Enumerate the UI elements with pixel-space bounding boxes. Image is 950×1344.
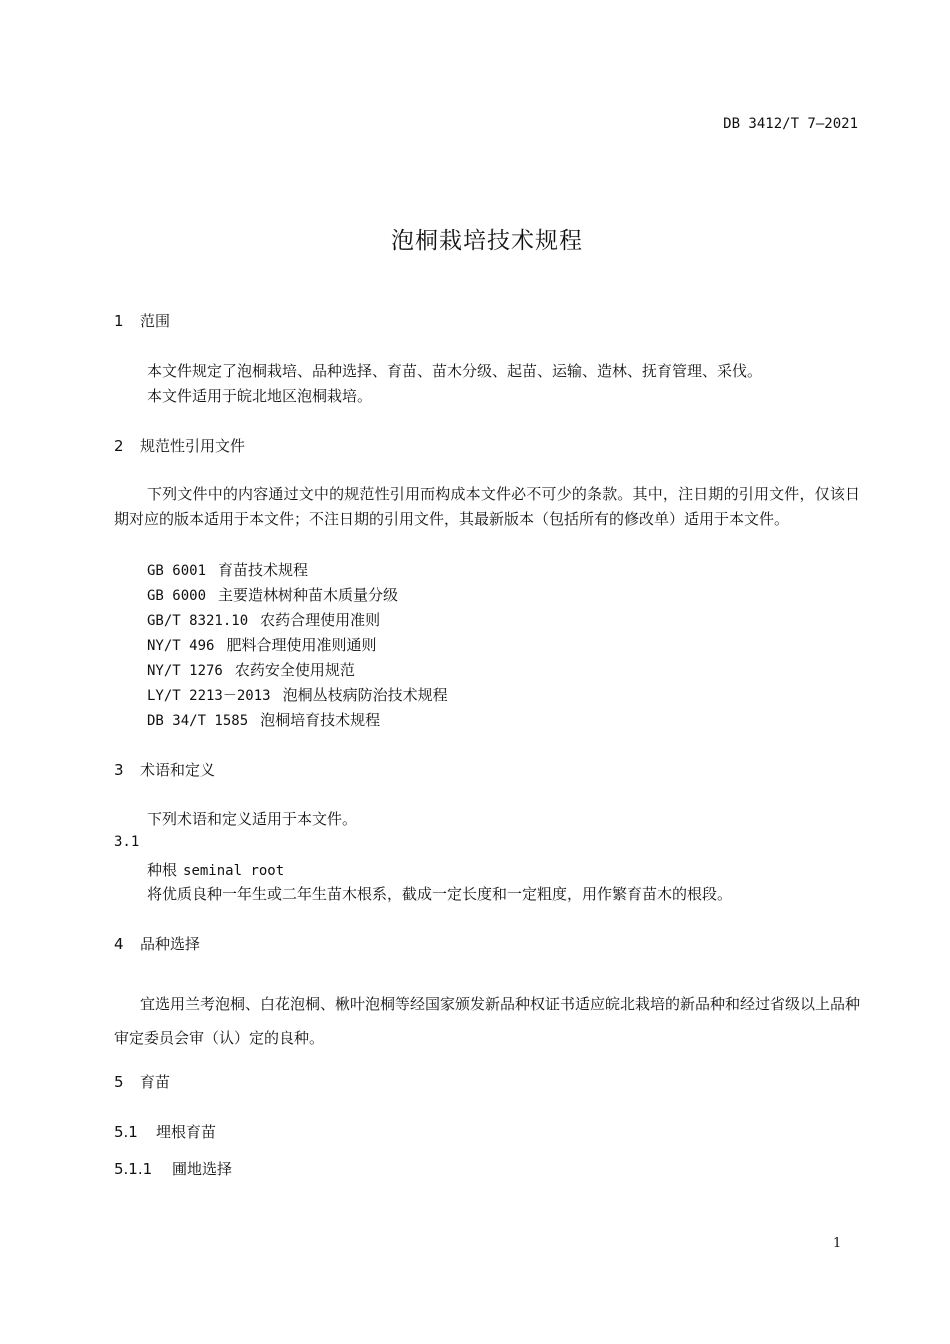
terms-intro-paragraph: 下列术语和定义适用于本文件。 [147,810,358,828]
reference-item [147,559,308,580]
section-title: 品种选择 [140,935,201,953]
section-title: 范围 [140,312,171,330]
reference-name: 育苗技术规程 [218,561,309,579]
term-entry [147,859,284,880]
section-title: 规范性引用文件 [140,437,246,455]
section-title: 术语和定义 [140,761,216,779]
term-english: seminal root [183,863,285,879]
document-title: 泡桐栽培技术规程 [391,228,583,254]
variety-selection-paragraph: 宜选用兰考泡桐、白花泡桐、楸叶泡桐等经国家颁发新品种权证书适应皖北栽培的新品种和经过省级以上品种审定委员会审（认）定的良种。 [114,995,861,1047]
section-2-heading [114,435,245,456]
reference-name: 主要造林树种苗木质量分级 [218,586,399,604]
reference-code: NY/T 1276 [147,663,223,679]
reference-item [147,659,355,680]
section-5-heading [114,1071,170,1092]
section-number: 5 [114,1073,124,1091]
reference-code: GB/T 8321.10 [147,613,249,629]
reference-code: GB 6000 [147,588,207,604]
reference-code: NY/T 496 [147,638,215,654]
subsection-5-1-1-heading [114,1158,232,1179]
reference-item [147,684,448,705]
reference-name: 肥料合理使用准则通则 [226,636,377,654]
section-number: 2 [114,437,124,455]
term-number: 3.1 [114,834,140,850]
subsection-title: 埋根育苗 [156,1123,217,1141]
reference-item [147,609,380,630]
section-number: 3 [114,761,124,779]
scope-paragraph-2: 本文件适用于皖北地区泡桐栽培。 [147,387,373,405]
reference-name: 泡桐培育技术规程 [260,711,381,729]
reference-item [147,709,380,730]
page-number: 1 [833,1236,842,1251]
term-chinese: 种根 [147,861,178,879]
reference-name: 农药合理使用准则 [260,611,381,629]
section-3-heading [114,759,215,780]
subsection-number: 5.1 [114,1123,138,1141]
reference-item [147,584,398,605]
references-intro-paragraph: 下列文件中的内容通过文中的规范性引用而构成本文件必不可少的条款。其中，注日期的引用文件，仅该日期对应的版本适用于本文件；不注日期的引用文件，其最新版本（包括所有的修改单）适用于本文件。 [114,485,860,528]
section-number: 4 [114,935,124,953]
document-code: DB 3412/T 7—2021 [723,116,858,132]
reference-code: DB 34/T 1585 [147,713,249,729]
section-number: 1 [114,312,124,330]
reference-item [147,634,376,655]
subsection-title: 圃地选择 [172,1160,233,1178]
reference-name: 农药安全使用规范 [234,661,355,679]
subsection-number: 5.1.1 [114,1160,153,1178]
section-1-heading [114,310,170,331]
reference-name: 泡桐丛枝病防治技术规程 [282,686,448,704]
scope-paragraph-1: 本文件规定了泡桐栽培、品种选择、育苗、苗木分级、起苗、运输、造林、抚育管理、采伐。 [147,362,763,380]
reference-code: LY/T 2213－2013 [147,688,271,704]
term-definition: 将优质良种一年生或二年生苗木根系，截成一定长度和一定粗度，用作繁育苗木的根段。 [147,885,733,903]
reference-code: GB 6001 [147,563,207,579]
section-4-heading [114,933,200,954]
subsection-5-1-heading [114,1121,216,1142]
section-title: 育苗 [140,1073,171,1091]
